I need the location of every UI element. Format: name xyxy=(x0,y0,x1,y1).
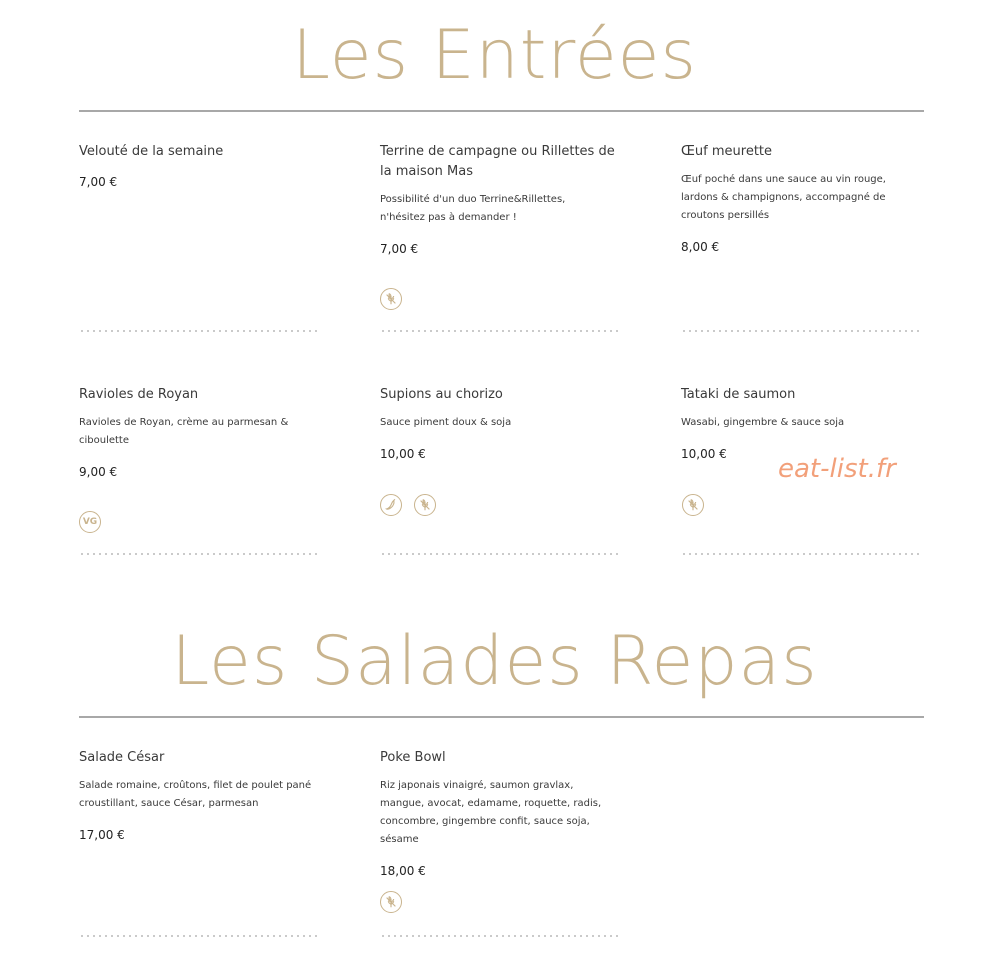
menu-item xyxy=(380,142,622,257)
watermark: eat-list.fr xyxy=(778,454,896,484)
menu-item xyxy=(681,142,923,255)
chili-icon xyxy=(380,494,402,516)
item-price: 9,00 € xyxy=(79,465,118,479)
item-separator xyxy=(380,935,622,937)
item-description: Possibilité d'un duo Terrine&Rillettes, n'hésitez pas à demander ! xyxy=(380,194,566,223)
vegetarian-label: VG xyxy=(82,517,98,527)
menu-item xyxy=(380,748,622,879)
section-divider xyxy=(79,716,924,718)
item-description: Wasabi, gingembre & sauce soja xyxy=(681,417,845,428)
item-name: Œuf meurette xyxy=(681,144,773,159)
item-separator xyxy=(79,330,321,332)
item-separator xyxy=(79,553,321,555)
menu-item xyxy=(79,385,321,480)
item-separator xyxy=(380,553,622,555)
menu-item xyxy=(79,142,321,190)
item-name: Tataki de saumon xyxy=(681,387,796,402)
menu-item xyxy=(681,385,923,462)
item-price: 18,00 € xyxy=(380,864,426,878)
item-separator xyxy=(681,553,923,555)
section-title-salades: Les Salades Repas xyxy=(171,622,818,701)
item-separator xyxy=(681,330,923,332)
item-description: Salade romaine, croûtons, filet de poulet pané croustillant, sauce César, parmesan xyxy=(79,780,312,809)
item-separator xyxy=(79,935,321,937)
item-description: Ravioles de Royan, crème au parmesan & ciboulette xyxy=(79,417,289,446)
item-description: Riz japonais vinaigré, saumon gravlax, mangue, avocat, edamame, roquette, radis, concombre, gingembre confit, sauce soja, sésame xyxy=(380,780,602,845)
gluten-icon xyxy=(380,891,402,913)
item-description: Sauce piment doux & soja xyxy=(380,417,512,428)
item-name: Terrine de campagne ou Rillettes de la maison Mas xyxy=(380,144,615,179)
item-price: 10,00 € xyxy=(380,447,426,461)
item-price: 17,00 € xyxy=(79,828,125,842)
item-name: Poke Bowl xyxy=(380,750,446,765)
item-name: Ravioles de Royan xyxy=(79,387,199,402)
item-name: Velouté de la semaine xyxy=(79,144,224,159)
item-name: Salade César xyxy=(79,750,165,765)
item-price: 7,00 € xyxy=(79,175,118,189)
menu-item xyxy=(79,748,321,843)
gluten-icon xyxy=(380,288,402,310)
item-price: 8,00 € xyxy=(681,240,720,254)
vegetarian-icon xyxy=(79,511,101,533)
item-price: 7,00 € xyxy=(380,242,419,256)
item-separator xyxy=(380,330,622,332)
section-divider xyxy=(79,110,924,112)
menu-item xyxy=(380,385,622,462)
item-price: 10,00 € xyxy=(681,447,727,461)
item-description: Œuf poché dans une sauce au vin rouge, lardons & champignons, accompagné de croutons persillés xyxy=(681,174,886,221)
item-name: Supions au chorizo xyxy=(380,387,503,402)
section-title-entrees: Les Entrées xyxy=(292,16,697,95)
gluten-icon xyxy=(682,494,704,516)
gluten-icon xyxy=(414,494,436,516)
